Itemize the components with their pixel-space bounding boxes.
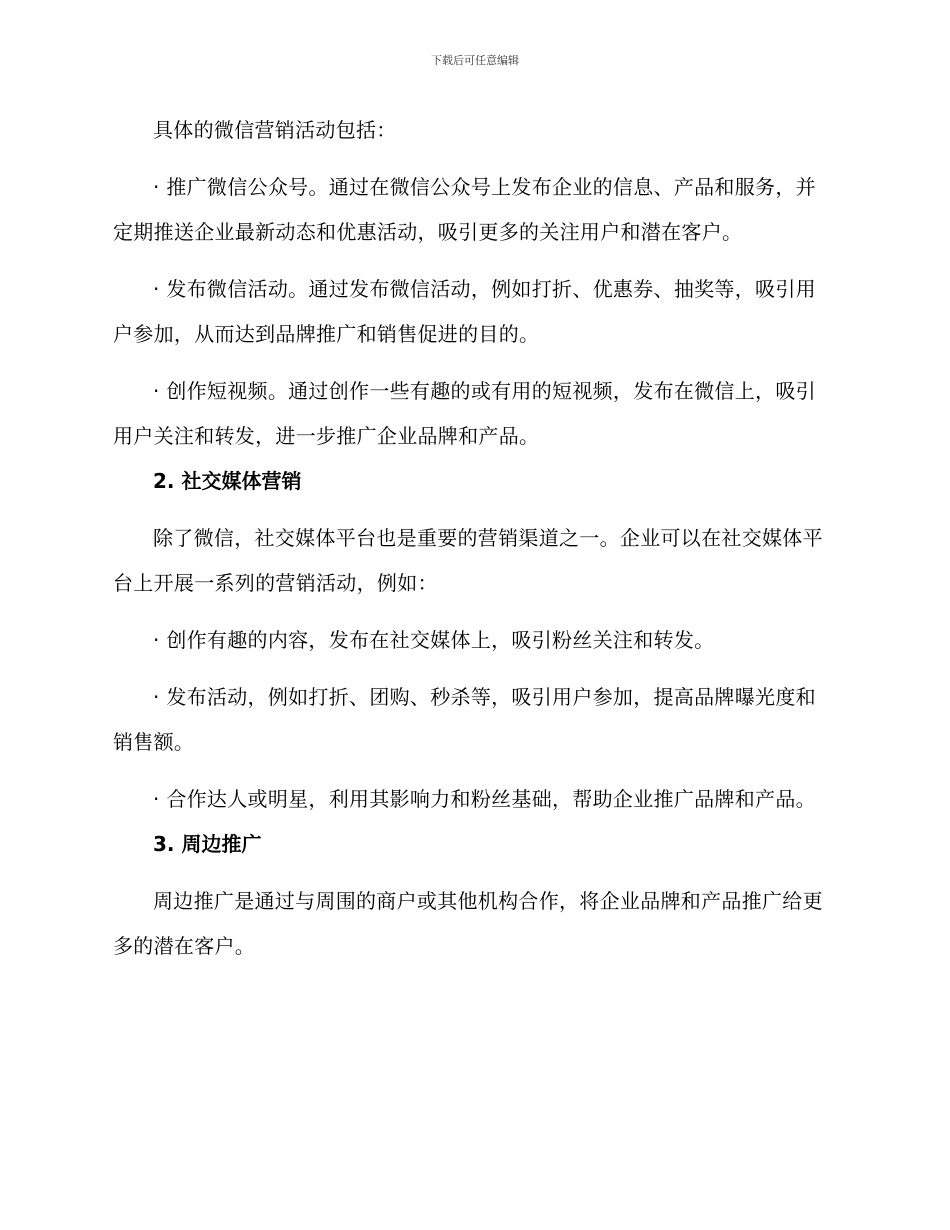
bullet-promote-official-account: · 推广微信公众号。通过在微信公众号上发布企业的信息、产品和服务，并定期推送企业最新动态和优惠活动，吸引更多的关注用户和潜在客户。 — [113, 175, 816, 244]
section-heading-local-promotion: 3. 周边推广 — [153, 832, 262, 856]
local-promotion-paragraph: 周边推广是通过与周围的商户或其他机构合作，将企业品牌和产品推广给更多的潜在客户。 — [113, 889, 823, 958]
page-header: 下载后可任意编辑 — [431, 54, 519, 67]
bullet-short-videos: · 创作短视频。通过创作一些有趣的或有用的短视频，发布在微信上，吸引用户关注和转发，进一步推广企业品牌和产品。 — [113, 379, 816, 448]
intro-paragraph: 具体的微信营销活动包括： — [153, 118, 397, 142]
social-media-paragraph: 除了微信，社交媒体平台也是重要的营销渠道之一。企业可以在社交媒体平台上开展一系列的营销活动，例如： — [113, 526, 823, 595]
bullet-interesting-content: · 创作有趣的内容，发布在社交媒体上，吸引粉丝关注和转发。 — [153, 628, 715, 652]
bullet-influencers: · 合作达人或明星，利用其影响力和粉丝基础，帮助企业推广品牌和产品。 — [153, 787, 816, 811]
section-heading-social-media: 2. 社交媒体营销 — [153, 469, 302, 493]
bullet-social-activities: · 发布活动，例如打折、团购、秒杀等，吸引用户参加，提高品牌曝光度和销售额。 — [113, 685, 816, 754]
bullet-wechat-activities: · 发布微信活动。通过发布微信活动，例如打折、优惠券、抽奖等，吸引用户参加，从而达到品牌推广和销售促进的目的。 — [113, 277, 816, 346]
document-body — [113, 108, 833, 969]
